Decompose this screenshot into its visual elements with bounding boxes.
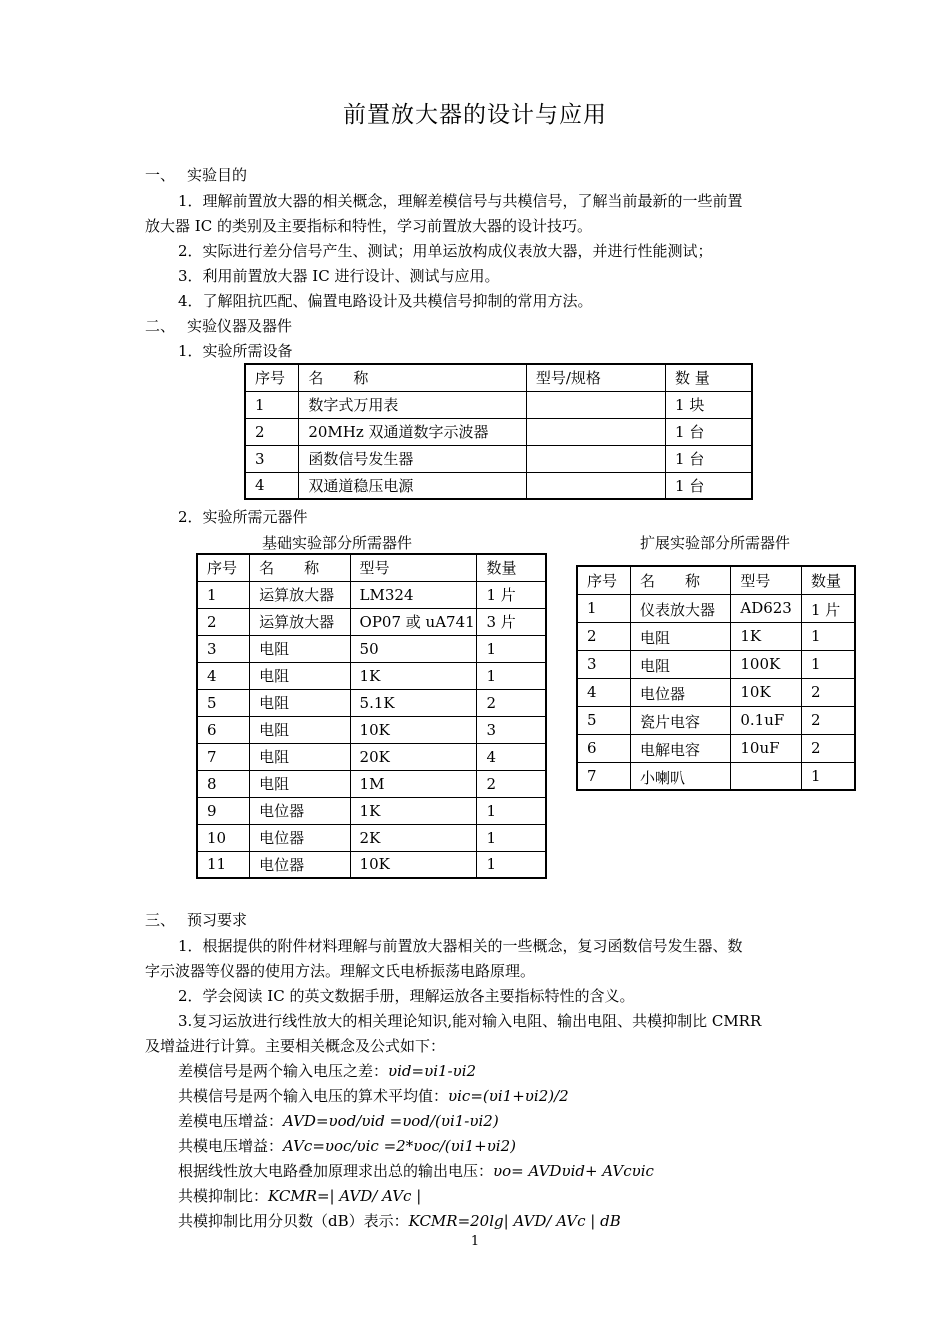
- table-cell: 10uF: [731, 734, 802, 762]
- table-cell: 2: [477, 770, 546, 797]
- table-cell: 7: [577, 762, 630, 790]
- table-cell: 1 台: [666, 418, 752, 445]
- table-cell: 11: [197, 851, 250, 878]
- formula-label: 根据线性放大电路叠加原理求出总的输出电压：: [178, 1162, 494, 1180]
- table-cell: 1 台: [666, 445, 752, 472]
- table-row: [245, 472, 752, 499]
- table-cell: 数字式万用表: [299, 391, 527, 418]
- preview-3-line2: 及增益进行计算。主要相关概念及公式如下：: [145, 1037, 446, 1055]
- table-cell: 电阻: [250, 743, 350, 770]
- table-header-row: [577, 566, 855, 594]
- table-cell: LM324: [350, 581, 477, 608]
- header-cell: 名 称: [299, 364, 527, 391]
- formula-label: 差模电压增益：: [178, 1112, 284, 1130]
- header-cell: 型号: [350, 554, 477, 581]
- table-row: [197, 689, 546, 716]
- section-number: 一、: [145, 166, 176, 184]
- table-cell: 3: [577, 650, 630, 678]
- table-cell: 2: [245, 418, 299, 445]
- formula: υo= AVDυid+ AVcυic: [493, 1162, 654, 1180]
- preview-3-line1: 3.复习运放进行线性放大的相关理论知识,能对输入电阻、输出电阻、共模抑制比 CMRR: [178, 1012, 762, 1030]
- table-cell: 1: [801, 622, 855, 650]
- table-row: [245, 391, 752, 418]
- table-cell: 电阻: [250, 716, 350, 743]
- table-cell: 电阻: [250, 689, 350, 716]
- section-number: 二、: [145, 317, 176, 335]
- table-cell: 电位器: [250, 824, 350, 851]
- table-cell: 函数信号发生器: [299, 445, 527, 472]
- header-cell: 型号: [731, 566, 802, 594]
- table-cell: 6: [197, 716, 250, 743]
- table-row: [577, 622, 855, 650]
- objective-1-line2: 放大器 IC 的类别及主要指标和特性，学习前置放大器的设计技巧。: [145, 217, 592, 235]
- table-row: [197, 635, 546, 662]
- header-cell: 序号: [245, 364, 299, 391]
- table-cell: 电位器: [250, 797, 350, 824]
- formula-label: 差模信号是两个输入电压之差：: [178, 1062, 389, 1080]
- section-title: 实验目的: [187, 166, 248, 184]
- subheading-components: 2．实验所需元器件: [178, 508, 308, 526]
- section-heading-preview: [145, 910, 247, 930]
- table-cell: 10K: [731, 678, 802, 706]
- table-row: [197, 581, 546, 608]
- equipment-table: [244, 363, 753, 500]
- table-row: [197, 770, 546, 797]
- table-cell: 5: [577, 706, 630, 734]
- table-cell: 1: [477, 662, 546, 689]
- table-cell: 电位器: [250, 851, 350, 878]
- table-cell: 0.1uF: [731, 706, 802, 734]
- table-cell: 1: [477, 797, 546, 824]
- preview-1-line2: 字示波器等仪器的使用方法。理解文氏电桥振荡电路原理。: [145, 962, 536, 980]
- table-header-row: [197, 554, 546, 581]
- table-cell: AD623: [731, 594, 802, 622]
- table-row: [197, 662, 546, 689]
- section-heading-objectives: [145, 165, 247, 185]
- formula: υid=υi1-υi2: [388, 1062, 477, 1080]
- table-cell: [526, 445, 665, 472]
- table-cell: 10: [197, 824, 250, 851]
- table-cell: 1K: [350, 662, 477, 689]
- table-cell: 电阻: [250, 635, 350, 662]
- formula-cmrr: [178, 1186, 421, 1206]
- table-cell: 7: [197, 743, 250, 770]
- table-row: [245, 445, 752, 472]
- table-row: [197, 824, 546, 851]
- formula-label: 共模抑制比：: [178, 1187, 269, 1205]
- table-row: [197, 851, 546, 878]
- formula-cmrr-db: [178, 1211, 621, 1231]
- table-cell: 双通道稳压电源: [299, 472, 527, 499]
- page-number: 1: [470, 1234, 480, 1249]
- formula-label: 共模信号是两个输入电压的算术平均值：: [178, 1087, 449, 1105]
- objective-2: 2．实际进行差分信号产生、测试；用单运放构成仪表放大器，并进行性能测试；: [178, 242, 713, 260]
- table-row: [577, 762, 855, 790]
- header-cell: 序号: [577, 566, 630, 594]
- table-cell: 1K: [731, 622, 802, 650]
- section-heading-equipment: [145, 316, 292, 336]
- table-cell: 4: [477, 743, 546, 770]
- preview-1-line1: 1．根据提供的附件材料理解与前置放大器相关的一些概念，复习函数信号发生器、数: [178, 937, 743, 955]
- table-cell: 3: [477, 716, 546, 743]
- table-cell: 运算放大器: [250, 581, 350, 608]
- formula-differential-signal: [178, 1061, 476, 1081]
- table-cell: 8: [197, 770, 250, 797]
- table-cell: 9: [197, 797, 250, 824]
- formula-total-output: [178, 1161, 654, 1181]
- formula: υic=(υi1+υi2)/2: [448, 1087, 569, 1105]
- table-cell: 1 片: [801, 594, 855, 622]
- table-cell: 1: [801, 650, 855, 678]
- table-cell: OP07 或 uA741: [350, 608, 477, 635]
- table-cell: 1: [477, 824, 546, 851]
- table-cell: [526, 472, 665, 499]
- header-cell: 数 量: [666, 364, 752, 391]
- table-row: [197, 608, 546, 635]
- table-cell: [526, 418, 665, 445]
- table-cell: 1 片: [477, 581, 546, 608]
- table-cell: 1K: [350, 797, 477, 824]
- table-cell: 5.1K: [350, 689, 477, 716]
- table-cell: 10K: [350, 851, 477, 878]
- basic-table-caption: 基础实验部分所需器件: [262, 534, 413, 552]
- table-cell: 100K: [731, 650, 802, 678]
- header-cell: 序号: [197, 554, 250, 581]
- table-cell: 2: [801, 678, 855, 706]
- formula-label: 共模抑制比用分贝数（dB）表示：: [178, 1212, 409, 1230]
- table-cell: 1: [477, 635, 546, 662]
- table-cell: 电阻: [630, 622, 730, 650]
- table-row: [245, 418, 752, 445]
- table-row: [197, 716, 546, 743]
- extended-table-caption: 扩展实验部分所需器件: [640, 534, 791, 552]
- page-title: 前置放大器的设计与应用: [343, 102, 607, 128]
- table-row: [577, 706, 855, 734]
- table-cell: 1: [577, 594, 630, 622]
- preview-2: 2．学会阅读 IC 的英文数据手册，理解运放各主要指标特性的含义。: [178, 987, 635, 1005]
- table-cell: 4: [197, 662, 250, 689]
- subheading-equipment: 1．实验所需设备: [178, 342, 293, 360]
- objective-1-line1: 1．理解前置放大器的相关概念，理解差模信号与共模信号，了解当前最新的一些前置: [178, 192, 743, 210]
- table-header-row: [245, 364, 752, 391]
- table-cell: [526, 391, 665, 418]
- table-cell: 仪表放大器: [630, 594, 730, 622]
- table-cell: 1M: [350, 770, 477, 797]
- section-title: 实验仪器及器件: [187, 317, 293, 335]
- table-cell: 2: [477, 689, 546, 716]
- header-cell: 数量: [801, 566, 855, 594]
- table-cell: 5: [197, 689, 250, 716]
- table-cell: 10K: [350, 716, 477, 743]
- table-cell: 1 块: [666, 391, 752, 418]
- table-cell: 3: [197, 635, 250, 662]
- formula: AVc=υoc/υic =2*υoc/(υi1+υi2): [283, 1137, 516, 1155]
- table-cell: 1: [801, 762, 855, 790]
- header-cell: 数量: [477, 554, 546, 581]
- table-cell: 6: [577, 734, 630, 762]
- table-cell: 20K: [350, 743, 477, 770]
- table-cell: 1 台: [666, 472, 752, 499]
- table-cell: 2: [577, 622, 630, 650]
- table-cell: 2: [801, 734, 855, 762]
- table-cell: 2: [197, 608, 250, 635]
- header-cell: 名 称: [630, 566, 730, 594]
- table-cell: 4: [577, 678, 630, 706]
- table-cell: 运算放大器: [250, 608, 350, 635]
- formula-label: 共模电压增益：: [178, 1137, 284, 1155]
- section-number: 三、: [145, 911, 176, 929]
- table-row: [577, 650, 855, 678]
- table-cell: 50: [350, 635, 477, 662]
- table-cell: 20MHz 双通道数字示波器: [299, 418, 527, 445]
- objective-4: 4．了解阻抗匹配、偏置电路设计及共模信号抑制的常用方法。: [178, 292, 593, 310]
- table-cell: 2: [801, 706, 855, 734]
- formula: KCMR=20lg| AVD/ AVc | dB: [408, 1212, 621, 1230]
- header-cell: 名 称: [250, 554, 350, 581]
- table-row: [197, 743, 546, 770]
- table-cell: 电位器: [630, 678, 730, 706]
- table-cell: 1: [477, 851, 546, 878]
- table-cell: 电解电容: [630, 734, 730, 762]
- objective-3: 3．利用前置放大器 IC 进行设计、测试与应用。: [178, 267, 500, 285]
- table-cell: 3 片: [477, 608, 546, 635]
- table-cell: 3: [245, 445, 299, 472]
- formula-common-mode-signal: [178, 1086, 569, 1106]
- table-cell: [731, 762, 802, 790]
- table-row: [197, 797, 546, 824]
- formula: KCMR=| AVD/ AVc |: [268, 1187, 422, 1205]
- table-cell: 1: [197, 581, 250, 608]
- formula: AVD=υod/υid =υod/(υi1-υi2): [283, 1112, 499, 1130]
- extended-components-table: [576, 565, 856, 791]
- section-title: 预习要求: [187, 911, 248, 929]
- formula-differential-gain: [178, 1111, 499, 1131]
- table-cell: 瓷片电容: [630, 706, 730, 734]
- table-row: [577, 678, 855, 706]
- header-cell: 型号/规格: [526, 364, 665, 391]
- table-cell: 4: [245, 472, 299, 499]
- table-cell: 电阻: [250, 662, 350, 689]
- table-row: [577, 594, 855, 622]
- table-cell: 电阻: [250, 770, 350, 797]
- basic-components-table: [196, 553, 547, 879]
- table-cell: 2K: [350, 824, 477, 851]
- formula-common-mode-gain: [178, 1136, 516, 1156]
- table-cell: 电阻: [630, 650, 730, 678]
- table-cell: 1: [245, 391, 299, 418]
- table-row: [577, 734, 855, 762]
- table-cell: 小喇叭: [630, 762, 730, 790]
